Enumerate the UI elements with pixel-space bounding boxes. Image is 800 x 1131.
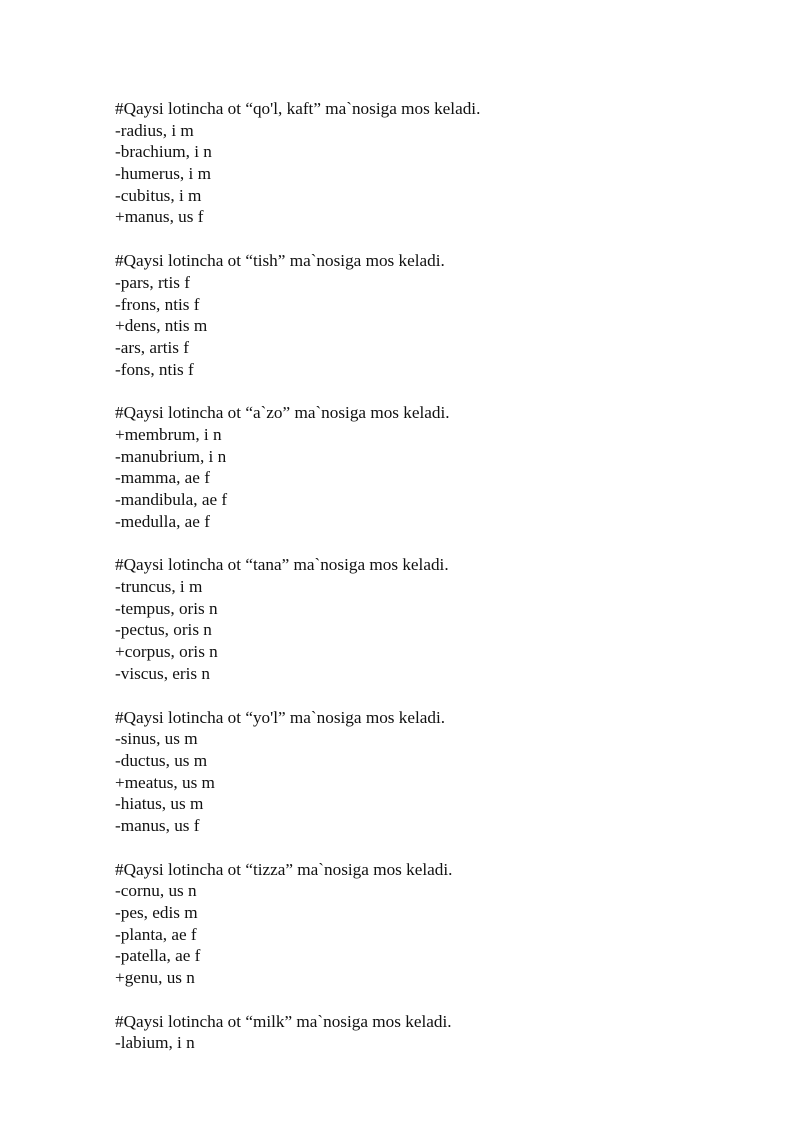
answer-option: -brachium, i n xyxy=(115,142,212,162)
answer-option-correct: +dens, ntis m xyxy=(115,316,208,336)
answer-option: -fons, ntis f xyxy=(115,359,194,379)
question-block xyxy=(115,859,755,989)
answer-option: -tempus, oris n xyxy=(115,598,218,618)
answer-option: -patella, ae f xyxy=(115,946,201,966)
answer-option: -ductus, us m xyxy=(115,750,208,770)
answer-option: -manus, us f xyxy=(115,815,200,835)
answer-option: -radius, i m xyxy=(115,120,194,140)
answer-option: -frons, ntis f xyxy=(115,294,200,314)
document-page xyxy=(115,98,755,1076)
answer-option: -ars, artis f xyxy=(115,337,189,357)
question-prompt: #Qaysi lotincha ot “yo'l” ma`nosiga mos keladi. xyxy=(115,707,446,727)
question-block xyxy=(115,554,755,684)
answer-option: -cubitus, i m xyxy=(115,185,202,205)
answer-option: -medulla, ae f xyxy=(115,511,210,531)
answer-option-correct: +manus, us f xyxy=(115,207,204,227)
answer-option: -viscus, eris n xyxy=(115,663,210,683)
answer-option-correct: +membrum, i n xyxy=(115,424,222,444)
answer-option-correct: +genu, us n xyxy=(115,968,195,988)
answer-option: -pars, rtis f xyxy=(115,272,190,292)
answer-option: -truncus, i m xyxy=(115,577,203,597)
question-prompt: #Qaysi lotincha ot “a`zo” ma`nosiga mos keladi. xyxy=(115,403,450,423)
answer-option: -mamma, ae f xyxy=(115,468,210,488)
answer-option: -pectus, oris n xyxy=(115,620,212,640)
answer-option: -hiatus, us m xyxy=(115,794,204,814)
answer-option: -humerus, i m xyxy=(115,164,211,184)
answer-option: -manubrium, i n xyxy=(115,446,227,466)
question-prompt: #Qaysi lotincha ot “tish” ma`nosiga mos keladi. xyxy=(115,251,445,271)
question-prompt: #Qaysi lotincha ot “tizza” ma`nosiga mos keladi. xyxy=(115,859,453,879)
answer-option: -pes, edis m xyxy=(115,903,198,922)
answer-option: -sinus, us m xyxy=(115,729,198,749)
answer-option: -planta, ae f xyxy=(115,924,197,944)
answer-option-correct: +corpus, oris n xyxy=(115,642,218,662)
answer-option-correct: +meatus, us m xyxy=(115,772,215,792)
answer-option: -mandibula, ae f xyxy=(115,490,228,509)
answer-option: -labium, i n xyxy=(115,1033,195,1053)
question-block xyxy=(115,98,755,228)
question-prompt: #Qaysi lotincha ot “qo'l, kaft” ma`nosiga mos keladi. xyxy=(115,99,481,118)
question-block xyxy=(115,250,755,380)
answer-option: -cornu, us n xyxy=(115,881,197,901)
question-block xyxy=(115,402,755,532)
question-block xyxy=(115,1011,755,1054)
question-prompt: #Qaysi lotincha ot “tana” ma`nosiga mos keladi. xyxy=(115,555,449,575)
question-prompt: #Qaysi lotincha ot “milk” ma`nosiga mos keladi. xyxy=(115,1011,452,1031)
question-block xyxy=(115,707,755,837)
